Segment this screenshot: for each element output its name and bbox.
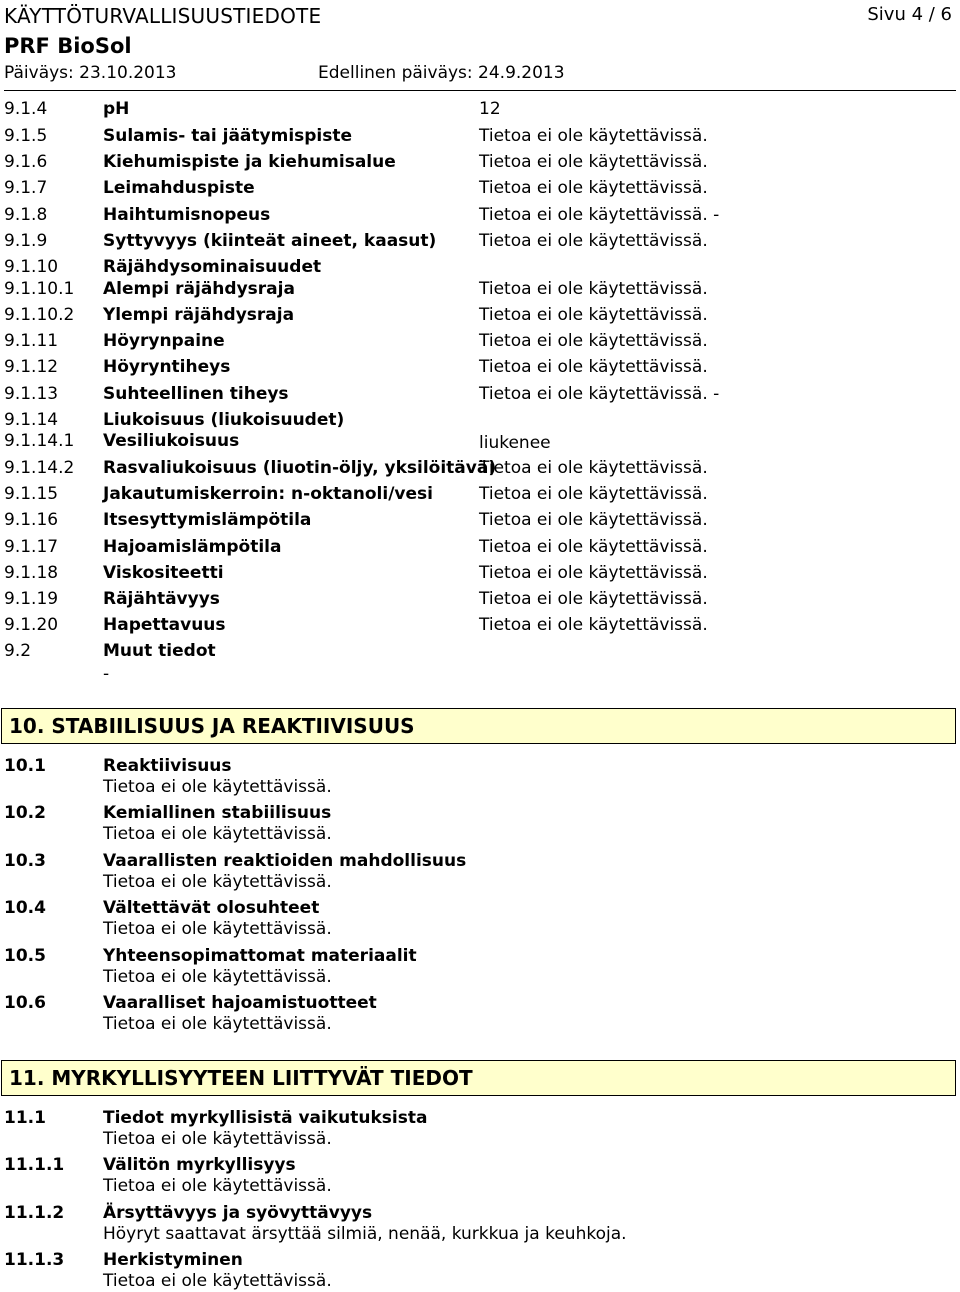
previous-date: Edellinen päiväys: 24.9.2013 bbox=[318, 63, 565, 83]
property-row bbox=[4, 330, 956, 352]
property-label: Höyryntiheys bbox=[103, 357, 231, 377]
page-number: Sivu 4 / 6 bbox=[867, 4, 952, 25]
property-label: Ylempi räjähdysraja bbox=[103, 305, 295, 325]
property-value: Tietoa ei ole käytettävissä. bbox=[479, 510, 708, 530]
property-label: Leimahduspiste bbox=[103, 178, 255, 198]
property-label: Hajoamislämpötila bbox=[103, 537, 282, 557]
property-number: 9.1.16 bbox=[4, 510, 59, 530]
property-value: Tietoa ei ole käytettävissä. bbox=[479, 279, 708, 299]
property-label: pH bbox=[103, 99, 130, 119]
property-row bbox=[4, 409, 956, 431]
property-label: Alempi räjähdysraja bbox=[103, 279, 295, 299]
property-value: Tietoa ei ole käytettävissä. - bbox=[479, 384, 720, 404]
property-row bbox=[4, 562, 956, 584]
property-number: 9.1.14.1 bbox=[4, 431, 75, 451]
property-label: Jakautumiskerroin: n-oktanoli/vesi bbox=[103, 484, 433, 504]
property-row bbox=[4, 483, 956, 505]
property-row bbox=[4, 383, 956, 405]
property-row bbox=[4, 256, 956, 278]
item-text: Tietoa ei ole käytettävissä. bbox=[103, 967, 332, 987]
property-value: Tietoa ei ole käytettävissä. bbox=[479, 178, 708, 198]
document-title: KÄYTTÖTURVALLISUUSTIEDOTE bbox=[4, 4, 322, 28]
property-row bbox=[4, 125, 956, 147]
property-row bbox=[4, 430, 956, 452]
property-label: Hapettavuus bbox=[103, 615, 226, 635]
property-label: Kiehumispiste ja kiehumisalue bbox=[103, 152, 396, 172]
property-label: Haihtumisnopeus bbox=[103, 205, 271, 225]
item-label: Vältettävät olosuhteet bbox=[103, 898, 320, 918]
property-label: Rasvaliukoisuus (liuotin-öljy, yksilöitävä) bbox=[103, 458, 497, 478]
item-text: Tietoa ei ole käytettävissä. bbox=[103, 1271, 332, 1291]
item-number: 10.5 bbox=[4, 946, 46, 966]
property-label: Itsesyttymislämpötila bbox=[103, 510, 312, 530]
property-label: Syttyvyys (kiinteät aineet, kaasut) bbox=[103, 231, 437, 251]
property-number: 9.1.18 bbox=[4, 563, 59, 583]
property-label: Sulamis- tai jäätymispiste bbox=[103, 126, 353, 146]
property-value: Tietoa ei ole käytettävissä. bbox=[479, 484, 708, 504]
item-number: 10.4 bbox=[4, 898, 46, 918]
property-row bbox=[4, 640, 956, 662]
item-label: Vaaralliset hajoamistuotteet bbox=[103, 993, 377, 1013]
item-text: Tietoa ei ole käytettävissä. bbox=[103, 872, 332, 892]
property-number: 9.1.10 bbox=[4, 257, 59, 277]
property-number: 9.1.4 bbox=[4, 99, 48, 119]
property-number: 9.1.19 bbox=[4, 589, 59, 609]
header-divider bbox=[4, 90, 956, 91]
property-row bbox=[4, 177, 956, 199]
item-number: 11.1 bbox=[4, 1108, 46, 1128]
property-row bbox=[4, 204, 956, 226]
item-text: Höyryt saattavat ärsyttää silmiä, nenää, kurkkua ja keuhkoja. bbox=[103, 1224, 627, 1244]
property-number: 9.1.14 bbox=[4, 410, 59, 430]
property-number: 9.1.11 bbox=[4, 331, 59, 351]
property-row bbox=[4, 278, 956, 300]
property-number: 9.1.6 bbox=[4, 152, 48, 172]
other-info-text: - bbox=[103, 664, 110, 684]
property-value: Tietoa ei ole käytettävissä. bbox=[479, 231, 708, 251]
property-label: Räjähtävyys bbox=[103, 589, 220, 609]
property-value: Tietoa ei ole käytettävissä. - bbox=[479, 205, 720, 225]
property-number: 9.1.14.2 bbox=[4, 458, 75, 478]
property-label: Muut tiedot bbox=[103, 641, 216, 661]
property-value: Tietoa ei ole käytettävissä. bbox=[479, 615, 708, 635]
issue-date: Päiväys: 23.10.2013 bbox=[4, 63, 177, 83]
property-value: Tietoa ei ole käytettävissä. bbox=[479, 563, 708, 583]
property-row bbox=[4, 230, 956, 252]
product-name: PRF BioSol bbox=[4, 34, 132, 58]
property-number: 9.1.20 bbox=[4, 615, 59, 635]
item-number: 11.1.2 bbox=[4, 1203, 65, 1223]
item-text: Tietoa ei ole käytettävissä. bbox=[103, 1176, 332, 1196]
property-label: Liukoisuus (liukoisuudet) bbox=[103, 410, 345, 430]
item-label: Herkistyminen bbox=[103, 1250, 243, 1270]
property-label: Suhteellinen tiheys bbox=[103, 384, 289, 404]
property-number: 9.1.17 bbox=[4, 537, 59, 557]
property-number: 9.2 bbox=[4, 641, 32, 661]
property-value: Tietoa ei ole käytettävissä. bbox=[479, 537, 708, 557]
property-row bbox=[4, 509, 956, 531]
property-row bbox=[4, 536, 956, 558]
property-value: Tietoa ei ole käytettävissä. bbox=[479, 589, 708, 609]
item-label: Välitön myrkyllisyys bbox=[103, 1155, 296, 1175]
item-number: 10.2 bbox=[4, 803, 46, 823]
item-text: Tietoa ei ole käytettävissä. bbox=[103, 824, 332, 844]
item-number: 11.1.3 bbox=[4, 1250, 65, 1270]
property-row bbox=[4, 614, 956, 636]
property-label: Höyrynpaine bbox=[103, 331, 225, 351]
property-number: 9.1.10.2 bbox=[4, 305, 75, 325]
property-row bbox=[4, 457, 956, 479]
property-row bbox=[4, 151, 956, 173]
item-text: Tietoa ei ole käytettävissä. bbox=[103, 1129, 332, 1149]
property-label: Räjähdysominaisuudet bbox=[103, 257, 322, 277]
property-value: Tietoa ei ole käytettävissä. bbox=[479, 458, 708, 478]
item-number: 10.6 bbox=[4, 993, 46, 1013]
item-label: Kemiallinen stabiilisuus bbox=[103, 803, 332, 823]
item-label: Ärsyttävyys ja syövyttävyys bbox=[103, 1203, 373, 1223]
property-number: 9.1.9 bbox=[4, 231, 48, 251]
property-number: 9.1.15 bbox=[4, 484, 59, 504]
property-value: Tietoa ei ole käytettävissä. bbox=[479, 126, 708, 146]
property-number: 9.1.5 bbox=[4, 126, 48, 146]
property-row bbox=[4, 304, 956, 326]
property-number: 9.1.7 bbox=[4, 178, 48, 198]
property-number: 9.1.10.1 bbox=[4, 279, 75, 299]
section-10-heading: 10. STABIILISUUS JA REAKTIIVISUUS bbox=[1, 708, 956, 744]
item-label: Tiedot myrkyllisistä vaikutuksista bbox=[103, 1108, 428, 1128]
item-text: Tietoa ei ole käytettävissä. bbox=[103, 919, 332, 939]
property-value: 12 bbox=[479, 99, 501, 119]
property-value: Tietoa ei ole käytettävissä. bbox=[479, 152, 708, 172]
section-11-heading: 11. MYRKYLLISYYTEEN LIITTYVÄT TIEDOT bbox=[1, 1060, 956, 1096]
property-row bbox=[4, 588, 956, 610]
item-text: Tietoa ei ole käytettävissä. bbox=[103, 777, 332, 797]
property-number: 9.1.8 bbox=[4, 205, 48, 225]
property-number: 9.1.13 bbox=[4, 384, 59, 404]
item-label: Yhteensopimattomat materiaalit bbox=[103, 946, 417, 966]
property-label: Viskositeetti bbox=[103, 563, 224, 583]
property-value: liukenee bbox=[479, 433, 551, 453]
property-value: Tietoa ei ole käytettävissä. bbox=[479, 357, 708, 377]
item-number: 10.3 bbox=[4, 851, 46, 871]
property-value: Tietoa ei ole käytettävissä. bbox=[479, 305, 708, 325]
item-number: 10.1 bbox=[4, 756, 46, 776]
item-label: Vaarallisten reaktioiden mahdollisuus bbox=[103, 851, 467, 871]
property-value: Tietoa ei ole käytettävissä. bbox=[479, 331, 708, 351]
item-text: Tietoa ei ole käytettävissä. bbox=[103, 1014, 332, 1034]
item-label: Reaktiivisuus bbox=[103, 756, 232, 776]
property-number: 9.1.12 bbox=[4, 357, 59, 377]
property-row bbox=[4, 98, 956, 120]
item-number: 11.1.1 bbox=[4, 1155, 65, 1175]
property-row bbox=[4, 356, 956, 378]
property-label: Vesiliukoisuus bbox=[103, 431, 240, 451]
